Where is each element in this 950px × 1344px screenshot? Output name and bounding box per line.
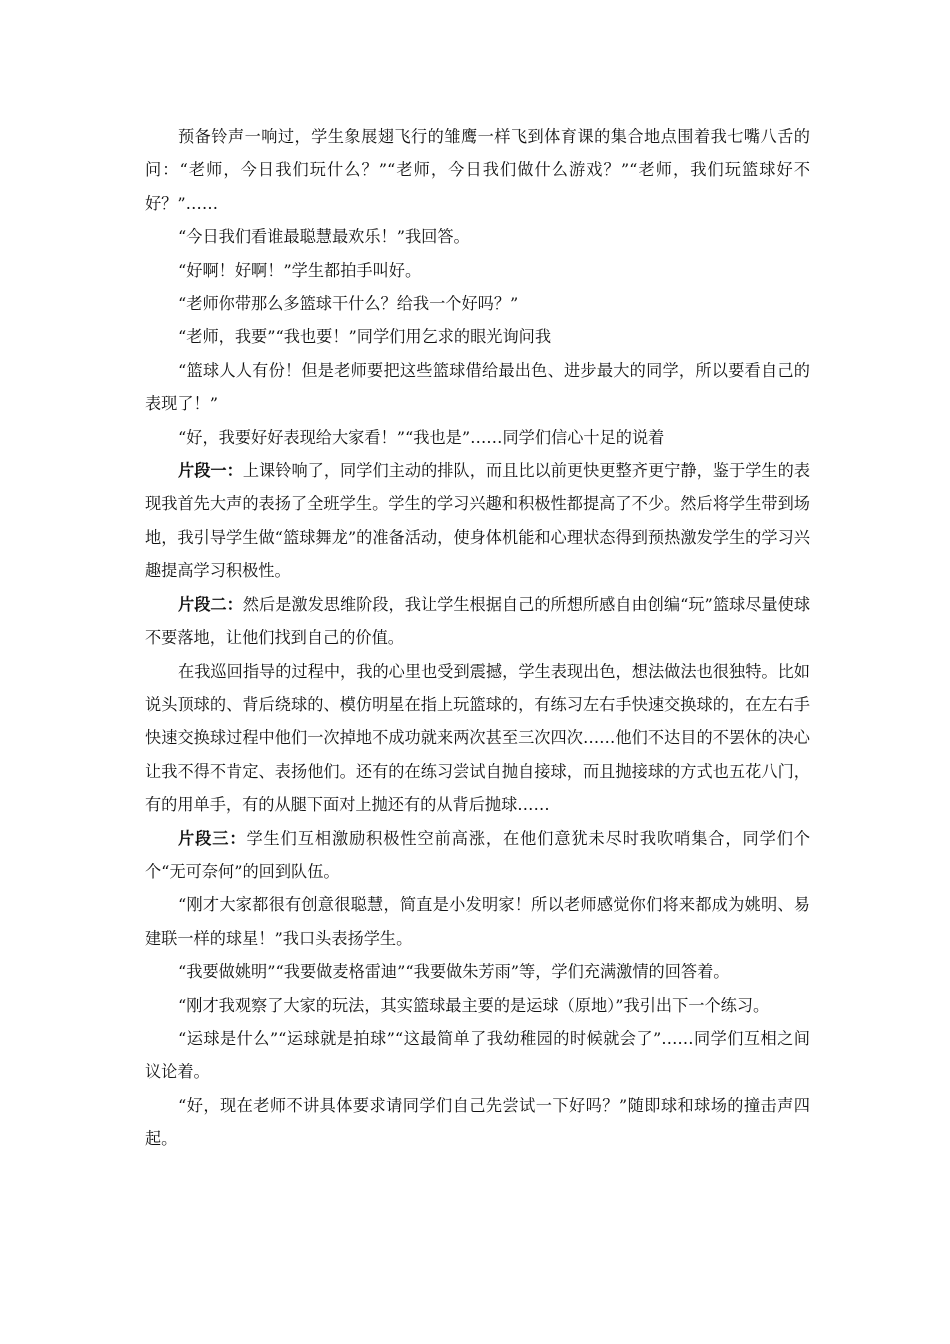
paragraph-text: “刚才大家都很有创意很聪慧，简直是小发明家！所以老师感觉你们将来都成为姚明、易建联一样的球星！”我口头表扬学生。	[145, 895, 810, 948]
paragraph-3	[145, 254, 810, 287]
paragraph-2	[145, 220, 810, 253]
paragraph-13	[145, 955, 810, 988]
paragraph-16	[145, 1089, 810, 1156]
paragraph-text: 然后是激发思维阶段，我让学生根据自己的所想所感自由创编“玩”篮球尽量使球不要落地，让他们找到自己的价值。	[145, 594, 811, 648]
paragraph-text: “老师，我要”“我也要！”同学们用乞求的眼光询问我	[178, 327, 552, 347]
segment-heading: 片段一：	[178, 461, 243, 481]
paragraph-12	[145, 888, 810, 955]
paragraph-text: “我要做姚明”“我要做麦格雷迪”“我要做朱芳雨”等，学们充满激情的回答着。	[178, 962, 730, 982]
paragraph-text: 学生们互相激励积极性空前高涨，在他们意犹未尽时我吹哨集合，同学们个个“无可奈何”的回到队伍。	[145, 828, 811, 881]
paragraph-text: “老师你带那么多篮球干什么？给我一个好吗？”	[178, 294, 519, 314]
paragraph-text: “今日我们看谁最聪慧最欢乐！”我回答。	[178, 227, 470, 247]
paragraph-7	[145, 421, 810, 454]
paragraph-text: 在我巡回指导的过程中，我的心里也受到震撼，学生表现出色，想法做法也很独特。比如说头顶球的、背后绕球的、模仿明星在指上玩篮球的，有练习左右手快速交换球的，在左右手快速交换球过程中他们一次掉地不成功就来两次甚至三次四次……他们不达目的不罢休的决心让我不得不肯定、表扬他们。还有的在练习尝试自抛自接球，而且抛接球的方式也五花八门，有的用单手，有的从腿下面对上抛还有的从背后抛球……	[145, 661, 810, 815]
paragraph-1	[145, 120, 810, 220]
paragraph-6	[145, 354, 810, 421]
paragraph-segment-three	[145, 822, 810, 889]
paragraph-segment-two	[145, 588, 810, 655]
paragraph-text: “好，我要好好表现给大家看！”“我也是”……同学们信心十足的说着	[178, 427, 665, 447]
paragraph-text: 上课铃响了，同学们主动的排队，而且比以前更快更整齐更宁静，鉴于学生的表现我首先大声的表扬了全班学生。学生的学习兴趣和积极性都提高了不少。然后将学生带到场地，我引导学生做“篮球舞龙”的准备活动，使身体机能和心理状态得到预热激发学生的学习兴趣提高学习积极性。	[145, 461, 811, 581]
paragraph-text: “好，现在老师不讲具体要求请同学们自己先尝试一下好吗？”随即球和球场的撞击声四起。	[145, 1095, 810, 1149]
paragraph-10	[145, 655, 810, 822]
paragraph-14	[145, 989, 810, 1022]
paragraph-4	[145, 287, 810, 320]
paragraph-text: “篮球人人有份！但是老师要把这些篮球借给最出色、进步最大的同学，所以要看自己的表现了！”	[145, 360, 810, 414]
paragraph-text: “好啊！好啊！”学生都拍手叫好。	[178, 260, 422, 280]
paragraph-text: “运球是什么”“运球就是拍球”“这最简单了我幼稚园的时候就会了”……同学们互相之间议论着。	[145, 1028, 810, 1082]
document-body	[145, 120, 810, 1156]
segment-heading: 片段二：	[178, 594, 243, 614]
paragraph-text: 预备铃声一响过，学生象展翅飞行的雏鹰一样飞到体育课的集合地点围着我七嘴八舌的问：“老师，今日我们玩什么？”“老师，今日我们做什么游戏？”“老师，我们玩篮球好不好？”……	[145, 127, 810, 213]
segment-heading: 片段三：	[178, 828, 247, 848]
paragraph-15	[145, 1022, 810, 1089]
paragraph-segment-one	[145, 454, 810, 588]
paragraph-5	[145, 320, 810, 353]
paragraph-text: “刚才我观察了大家的玩法，其实篮球最主要的是运球（原地）”我引出下一个练习。	[178, 995, 770, 1015]
